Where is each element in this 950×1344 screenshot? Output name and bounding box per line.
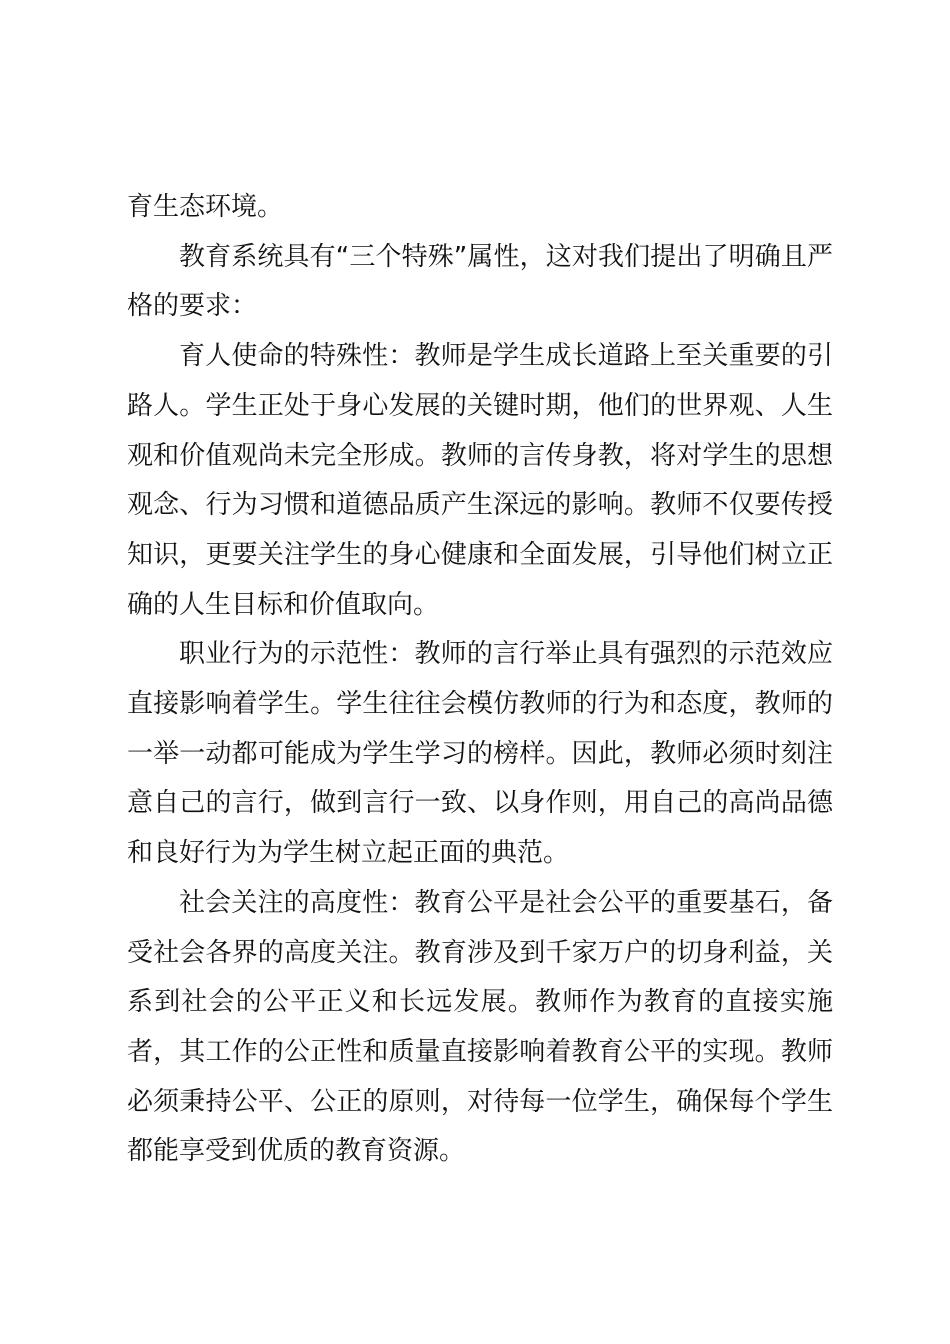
paragraph-social-attention: 社会关注的高度性：教育公平是社会公平的重要基石，备受社会各界的高度关注。教育涉及到千家万户的切身利益，关系到社会的公平正义和长远发展。教师作为教育的直接实施者，其工作的公正性和质量直接影响着教育公平的实现。教师必须秉持公平、公正的原则，对待每一位学生，确保每个学生都能享受到优质的教育资源。 [127, 887, 833, 1167]
document-body [127, 183, 833, 1177]
paragraph-educational-mission: 育人使命的特殊性：教师是学生成长道路上至关重要的引路人。学生正处于身心发展的关键时期，他们的世界观、人生观和价值观尚未完全形成。教师的言传身教，将对学生的思想观念、行为习惯和道德品质产生深远的影响。教师不仅要传授知识，更要关注学生的身心健康和全面发展，引导他们树立正确的人生目标和价值取向。 [127, 341, 833, 620]
paragraph-three-special-attributes: 教育系统具有“三个特殊”属性，这对我们提出了明确且严格的要求： [127, 241, 833, 322]
paragraph-professional-conduct: 职业行为的示范性：教师的言行举止具有强烈的示范效应直接影响着学生。学生往往会模仿教师的行为和态度，教师的一举一动都可能成为学生学习的榜样。因此，教师必须时刻注意自己的言行，做到言行一致、以身作则，用自己的高尚品德和良好行为为学生树立起正面的典范。 [127, 639, 833, 869]
paragraph-continuation: 育生态环境。 [127, 192, 284, 222]
